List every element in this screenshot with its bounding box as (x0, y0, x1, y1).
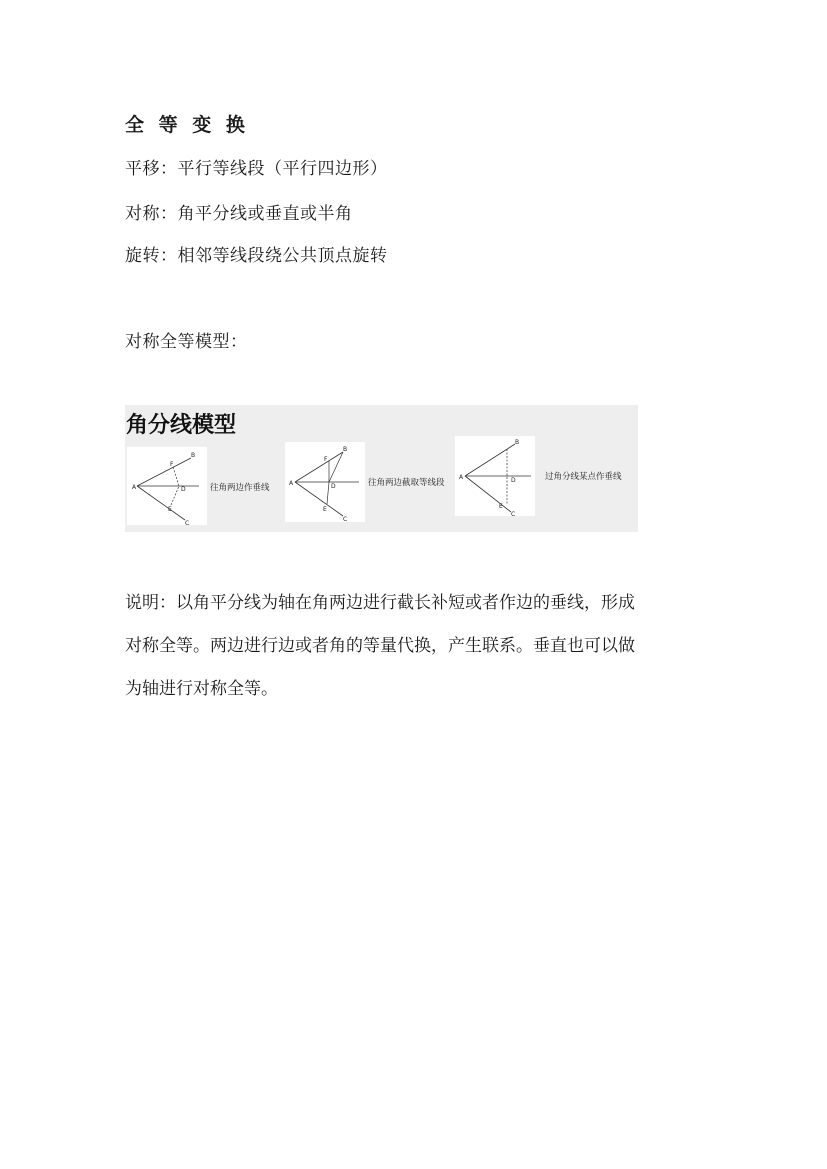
point-label: A (132, 484, 137, 491)
caption-bisector-point: 过角分线某点作垂线 (545, 472, 622, 482)
point-label: F (324, 456, 328, 463)
translation-line: 平移：平行等线段（平行四边形） (125, 159, 388, 179)
model-intro-line: 对称全等模型： (125, 332, 248, 352)
diagram-panel-equal-segments (285, 442, 365, 522)
point-label: B (343, 446, 348, 453)
angle-bisector-figure (125, 405, 638, 532)
point-label: E (323, 506, 327, 513)
figure-title: 角分线模型 (126, 413, 237, 438)
diagram-panel-bisector-point (455, 436, 535, 516)
point-label: B (515, 439, 520, 446)
point-label: C (185, 520, 190, 525)
rotation-line: 旋转：相邻等线段绕公共顶点旋转 (125, 246, 388, 266)
symmetry-line: 对称：角平分线或垂直或半角 (125, 204, 353, 224)
caption-equal-segments: 往角两边截取等线段 (368, 478, 445, 488)
explanation-line: 为轴进行对称全等。 (125, 679, 278, 699)
point-label: E (168, 506, 172, 513)
heading: 全 等 变 换 (125, 114, 249, 136)
point-label: D (511, 477, 516, 484)
point-label: C (511, 511, 516, 516)
explanation-line: 说明：以角平分线为轴在角两边进行截长补短或者作边的垂线，形成 (125, 593, 635, 613)
explanation-line: 对称全等。两边进行边或者角的等量代换，产生联系。垂直也可以做 (125, 636, 635, 656)
point-label: D (331, 483, 336, 490)
point-label: B (191, 452, 196, 459)
point-label: A (289, 480, 294, 487)
caption-perpendicular: 往角两边作垂线 (210, 483, 270, 493)
explanation-paragraph (125, 582, 725, 711)
point-label: A (459, 474, 464, 481)
diagram-bisector-point (455, 436, 535, 516)
diagram-equal-segments (285, 442, 365, 522)
point-label: D (181, 486, 186, 493)
point-label: F (170, 461, 174, 468)
diagram-panel-perpendicular (127, 447, 207, 525)
diagram-perpendicular (127, 447, 207, 525)
point-label: C (343, 516, 348, 522)
point-label: E (499, 503, 503, 510)
